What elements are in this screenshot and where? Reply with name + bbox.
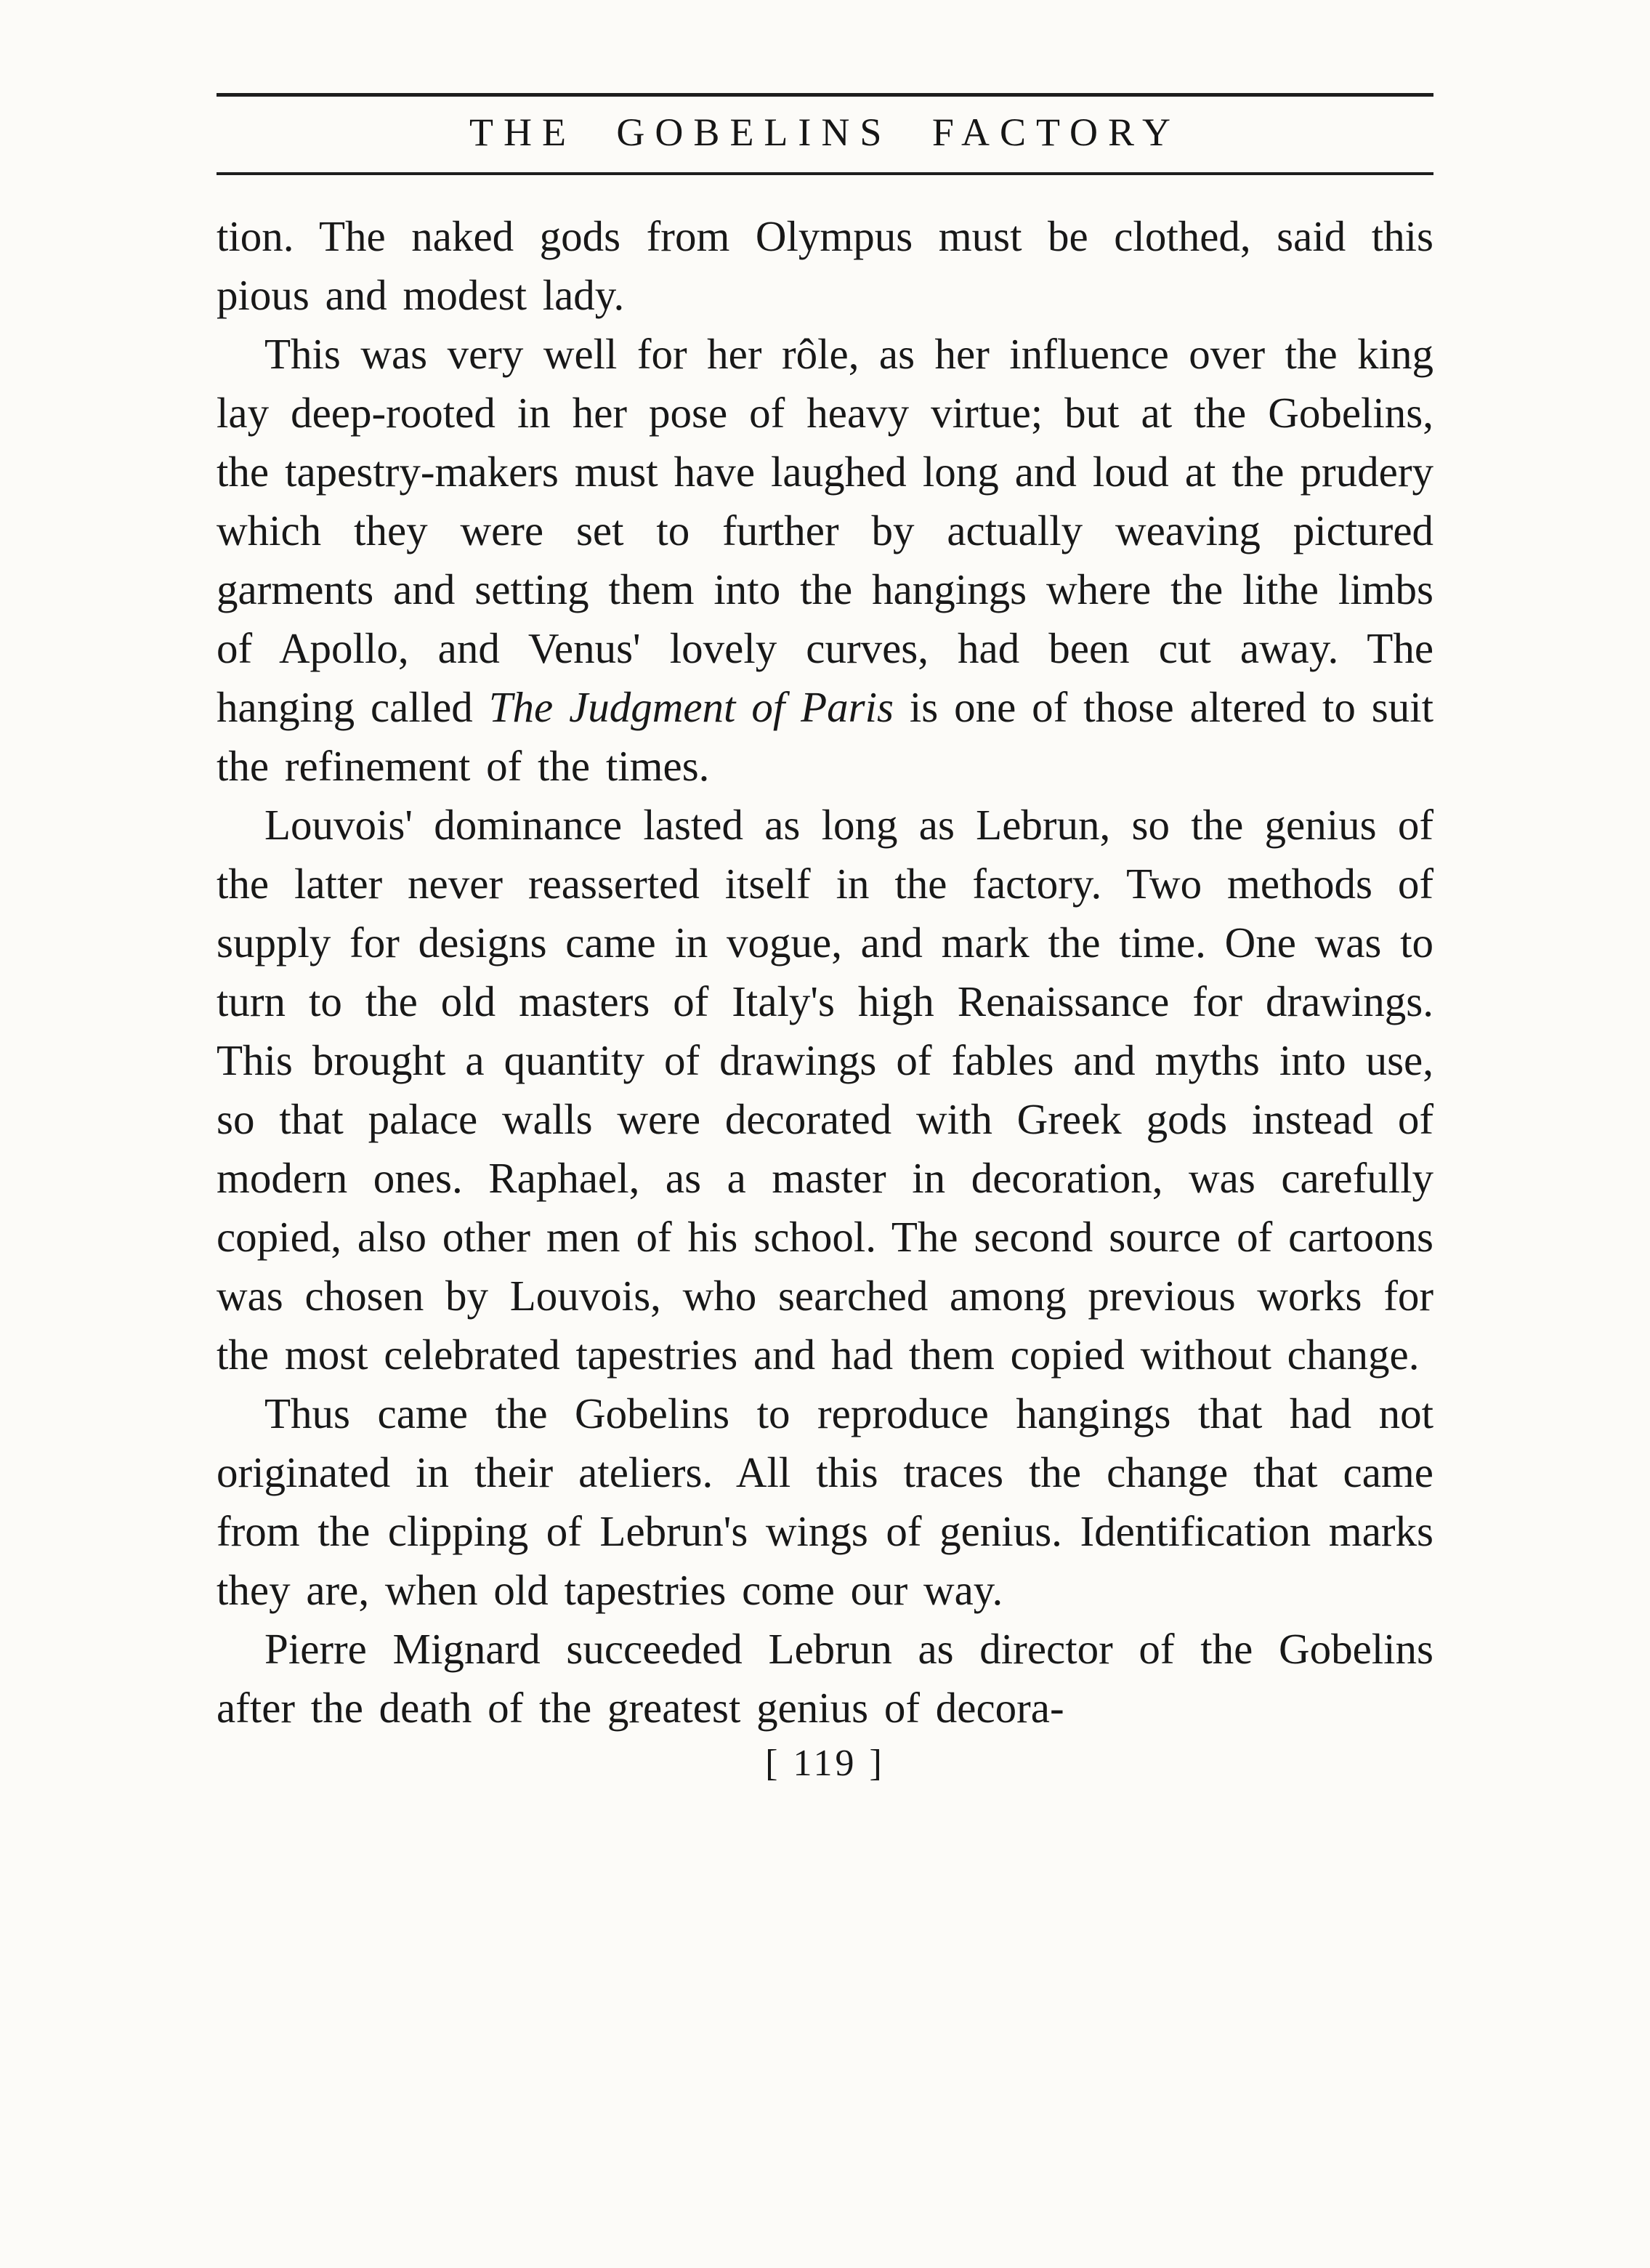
paragraph-text: Thus came the Gobelins to reproduce hangings that had not originated in their ateliers. All this traces the change that came from the clipping of Lebrun's wings of genius. Identification marks they are, when old tapestries come our way.	[217, 1389, 1433, 1614]
paragraph-text: tion. The naked gods from Olympus must be clothed, said this pious and modest lady.	[217, 212, 1433, 319]
running-head: THE GOBELINS FACTORY	[469, 110, 1181, 154]
italic-title-text: The Judgment of Paris	[488, 683, 894, 731]
paragraph-text: Louvois' dominance lasted as long as Lebrun, so the genius of the latter never reasserted itself in the factory. Two methods of supply for designs came in vogue, and mark the time. One was to turn to the old masters of Italy's high Renaissance for drawings. This brought a quantity of drawings of fables and myths into use, so that palace walls were decorated with Greek gods instead of modern ones. Raphael, as a master in decoration, was carefully copied, also other men of his school. The second source of cartoons was chosen by Louvois, who searched among previous works for the most celebrated tapestries and had them copied without change.	[217, 801, 1433, 1379]
paragraph	[217, 796, 1433, 1384]
header-rule-bottom	[217, 172, 1433, 175]
paragraph	[217, 207, 1433, 325]
page-content	[217, 0, 1433, 1785]
paragraph	[217, 325, 1433, 796]
page-body	[217, 207, 1433, 1738]
paragraph-text: This was very well for her rôle, as her influence over the king lay deep-rooted in her pose of heavy virtue; but at the Gobelins, the tapestry-makers must have laughed long and loud at the prudery which they were set to further by actually weaving pictured garments and setting them into the hangings where the lithe limbs of Apollo, and Venus' lovely curves, had been cut away. The hanging called	[217, 330, 1433, 731]
page-number: [ 119 ]	[765, 1743, 885, 1784]
paragraph	[217, 1384, 1433, 1620]
paragraph-text: Pierre Mignard succeeded Lebrun as director of the Gobelins after the death of the greatest genius of decora-	[217, 1625, 1433, 1732]
paragraph	[217, 1620, 1433, 1738]
page-header	[217, 93, 1433, 175]
paragraph-text: is one of those altered to suit the refinement of the times.	[217, 683, 1433, 790]
